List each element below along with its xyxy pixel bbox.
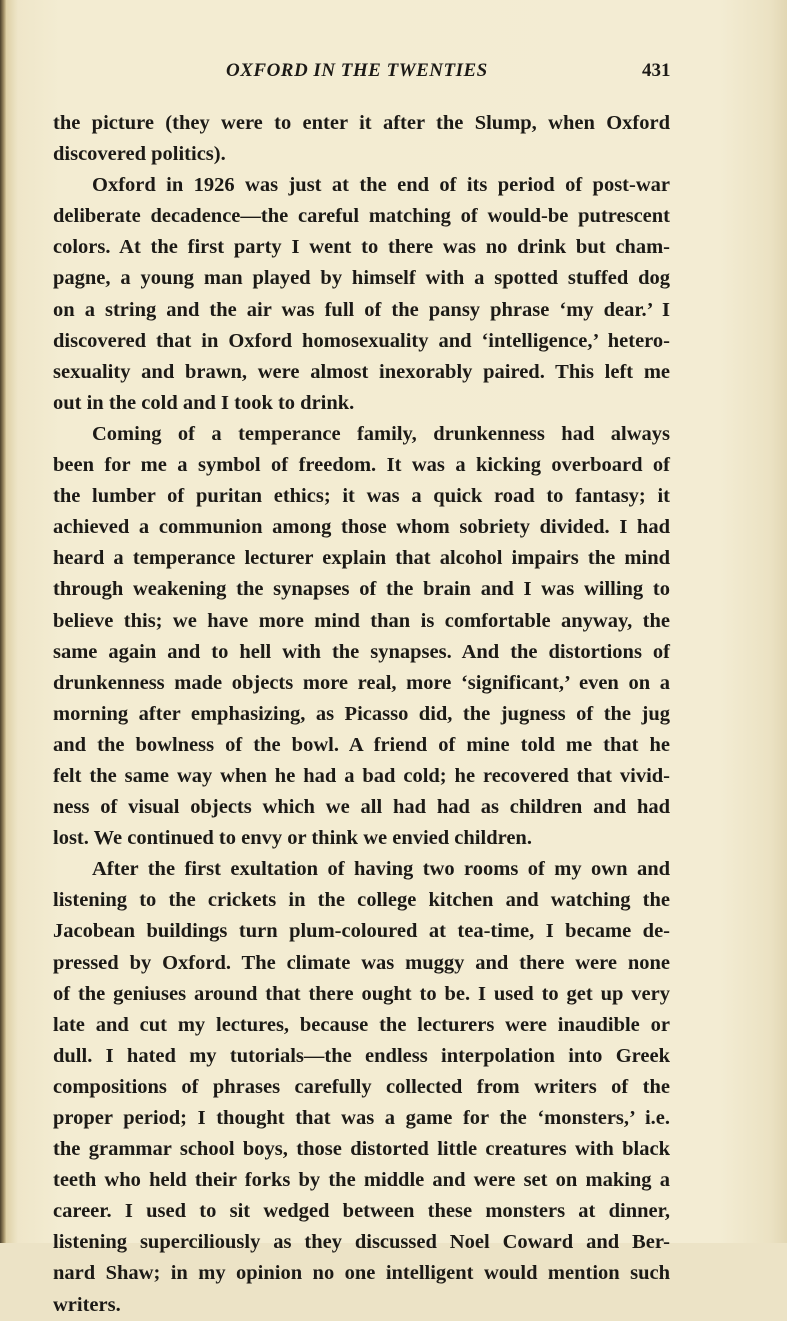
text-line: After the first exultation of having two rooms of my own and xyxy=(92,858,670,881)
text-line: Jacobean buildings turn plum-coloured at tea-time, I became de- xyxy=(53,920,670,943)
text-line: the picture (they were to enter it after the Slump, when Oxford xyxy=(53,112,670,134)
text-line: Coming of a temperance family, drunkenness had always xyxy=(92,422,670,445)
text-line: discovered that in Oxford homosexuality and ‘intelligence,’ hetero- xyxy=(53,329,670,352)
text-line: lost. We continued to envy or think we envied children. xyxy=(53,827,532,850)
text-line: discovered politics). xyxy=(53,143,226,166)
text-line: ness of visual objects which we all had had as children and had xyxy=(53,796,670,819)
text-line: dull. I hated my tutorials—the endless interpolation into Greek xyxy=(53,1044,670,1067)
text-line: listening superciliously as they discussed Noel Coward and Ber- xyxy=(53,1231,670,1254)
text-line: listening to the crickets in the college kitchen and watching the xyxy=(53,889,670,912)
text-line: the grammar school boys, those distorted little creatures with black xyxy=(53,1138,670,1161)
running-title: OXFORD IN THE TWENTIES xyxy=(226,60,488,81)
text-line: career. I used to sit wedged between these monsters at dinner, xyxy=(53,1200,670,1223)
text-line: felt the same way when he had a bad cold; he recovered that vivid- xyxy=(53,764,670,787)
text-line: the lumber of puritan ethics; it was a quick road to fantasy; it xyxy=(53,485,670,508)
text-line: same again and to hell with the synapses. And the distortions of xyxy=(53,640,670,663)
text-line: nard Shaw; in my opinion no one intelligent would mention such xyxy=(53,1262,670,1285)
text-line: sexuality and brawn, were almost inexorably paired. This left me xyxy=(53,360,670,383)
text-line: Oxford in 1926 was just at the end of its period of post-war xyxy=(92,174,670,197)
text-line: believe this; we have more mind than is comfortable anyway, the xyxy=(53,609,670,632)
page-number: 431 xyxy=(642,60,671,81)
text-line: late and cut my lectures, because the lecturers were inaudible or xyxy=(53,1013,670,1036)
text-line: and the bowlness of the bowl. A friend of mine told me that he xyxy=(53,733,670,756)
text-line: been for me a symbol of freedom. It was a kicking overboard of xyxy=(53,454,670,477)
page-gutter-shadow xyxy=(0,0,6,1243)
running-head xyxy=(0,60,787,90)
text-line: morning after emphasizing, as Picasso did, the jugness of the jug xyxy=(53,702,670,725)
text-line: through weakening the synapses of the brain and I was willing to xyxy=(53,578,670,601)
text-line: pagne, a young man played by himself with a spotted stuffed dog xyxy=(53,267,670,290)
text-line: deliberate decadence—the careful matching of would-be putrescent xyxy=(53,205,670,228)
text-line: proper period; I thought that was a game for the ‘monsters,’ i.e. xyxy=(53,1107,670,1129)
text-line: heard a temperance lecturer explain that alcohol impairs the mind xyxy=(53,547,670,570)
text-line: compositions of phrases carefully collected from writers of the xyxy=(53,1075,670,1098)
text-line: achieved a communion among those whom sobriety divided. I had xyxy=(53,516,670,539)
text-line: of the geniuses around that there ought to be. I used to get up very xyxy=(53,982,670,1005)
text-line: pressed by Oxford. The climate was muggy and there were none xyxy=(53,951,670,974)
text-line: writers. xyxy=(53,1293,121,1316)
text-line: out in the cold and I took to drink. xyxy=(53,391,355,414)
text-line: drunkenness made objects more real, more ‘significant,’ even on a xyxy=(53,671,670,694)
body-text xyxy=(53,108,670,1321)
text-line: teeth who held their forks by the middle and were set on making a xyxy=(53,1169,670,1192)
text-line: on a string and the air was full of the pansy phrase ‘my dear.’ I xyxy=(53,298,670,321)
text-line: colors. At the first party I went to there was no drink but cham- xyxy=(53,236,670,259)
